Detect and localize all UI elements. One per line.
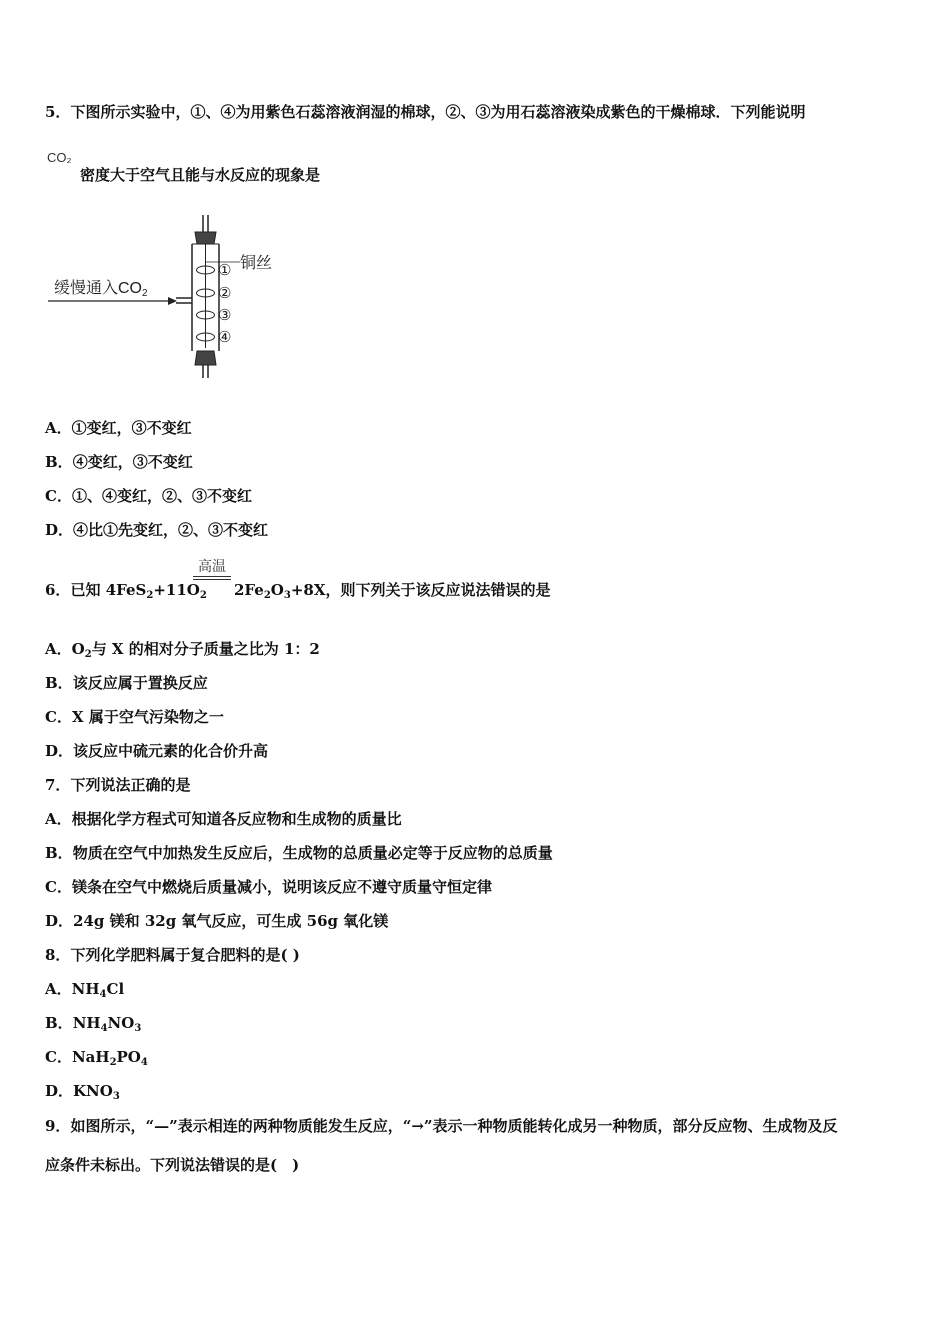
q5-option-b: B．④变红，③不变红 — [45, 453, 193, 471]
q8-option-a: A．$NH_4Cl$ — [45, 980, 125, 1000]
q5-stem-line1: 5．下图所示实验中，①、④为用紫色石蕊溶液润湿的棉球，②、③为用石蕊溶液染成紫色的干燥棉球．下列能说明 — [45, 103, 806, 121]
q8-option-b: B．$NH_4NO_3$ — [45, 1014, 142, 1034]
q8-option-c: C．$NaH_2PO_4$ — [45, 1048, 148, 1068]
q5-option-a: A．①变红，③不变红 — [45, 419, 192, 437]
inlet-label: 缓慢通入CO2 — [54, 280, 148, 299]
mark-3: ③ — [218, 307, 232, 324]
q5-number: 5． — [45, 103, 71, 121]
q7-option-a: A．根据化学方程式可知道各反应物和生成物的质量比 — [45, 810, 402, 828]
q7-stem: 7．下列说法正确的是 — [45, 776, 191, 794]
q6-stem-right: $2Fe_2O_3+8X$，则下列关于该反应说法错误的是 — [234, 581, 551, 601]
q6-stem: 6．已知 $4FeS_2+11O_2$ — [45, 581, 207, 601]
q5-co2-label: CO₂ — [47, 150, 72, 165]
q6-option-d: D．该反应中硫元素的化合价升高 — [45, 742, 269, 760]
arrow-right-icon — [168, 297, 177, 305]
q9-stem-line2: 应条件未标出。下列说法错误的是( ) — [45, 1156, 300, 1174]
q7-option-b: B．物质在空气中加热发生反应后，生成物的总质量必定等于反应物的总质量 — [45, 844, 553, 862]
q5-experiment-figure — [40, 210, 290, 385]
q6-condition: 高温 — [198, 558, 226, 574]
q8-option-d: D．$KNO_3$ — [45, 1082, 120, 1102]
q7-option-d: D．24g 镁和 32g 氧气反应，可生成 56g 氧化镁 — [45, 912, 389, 930]
q6-option-b: B．该反应属于置换反应 — [45, 674, 208, 692]
q6-option-a: A．$O_2$与 X 的相对分子质量之比为 1：2 — [45, 640, 320, 660]
q6-equals-bar-top — [193, 576, 231, 577]
q7-option-c: C．镁条在空气中燃烧后质量减小，说明该反应不遵守质量守恒定律 — [45, 878, 492, 896]
mark-1: ① — [218, 262, 232, 279]
wire-label: 铜丝 — [240, 255, 273, 272]
q6-option-c: C．X 属于空气污染物之一 — [45, 708, 224, 726]
mark-4: ④ — [218, 329, 232, 346]
q8-stem: 8．下列化学肥料属于复合肥料的是( ) — [45, 946, 300, 964]
q5-stem-line2: 密度大于空气且能与水反应的现象是 — [80, 166, 321, 184]
mark-2: ② — [218, 285, 232, 302]
q5-option-c: C．①、④变红，②、③不变红 — [45, 487, 252, 505]
q9-stem-line1: 9．如图所示，“—”表示相连的两种物质能发生反应，“→”表示一种物质能转化成另一种物质，部分反应物、生成物及反 — [45, 1117, 838, 1135]
q5-option-d: D．④比①先变红，②、③不变红 — [45, 521, 269, 539]
